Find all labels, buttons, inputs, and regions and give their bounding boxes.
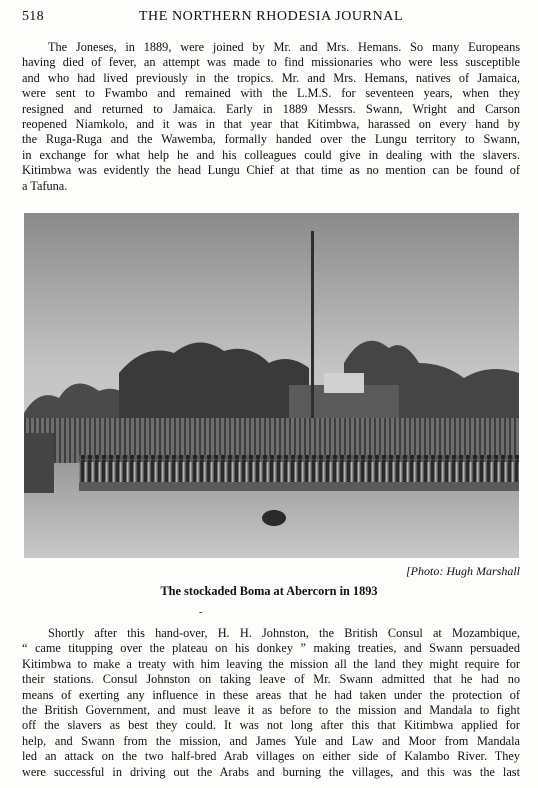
photo-object <box>262 510 286 526</box>
photo-bush-left <box>24 433 54 493</box>
text-line: Shortly after this hand-over, H. H. Johnston, the British Consul at Mozambique, <box>48 626 520 640</box>
paragraph-1 <box>22 40 520 194</box>
stray-mark: - <box>199 607 203 618</box>
photo-credit: [Photo: Hugh Marshall <box>406 564 520 578</box>
text-line: The Joneses, in 1889, were joined by Mr. and Mrs. Hemans. So many Europeans <box>48 40 520 54</box>
text-line: Kitimbwa was evidently the head Lungu Chief at that time as no mention can be found of <box>22 163 520 178</box>
page-header <box>22 9 520 29</box>
text-line: “ came titupping over the plateau on his donkey ” making treaties, and Swann persuaded <box>22 641 520 656</box>
boma-photograph <box>24 213 519 558</box>
photo-crowd <box>79 455 519 491</box>
text-line: their stations. Consul Johnston on taking leave of Mr. Swann admitted that he had no <box>22 672 520 687</box>
text-line: resigned and returned to Jamaica. Early in 1889 Messrs. Swann, Wright and Carson <box>22 101 520 116</box>
text-line: means of exerting any influence in these areas that he had taken under the protection of <box>22 687 520 702</box>
text-line: and who had lived previously in the tropics. Mr. and Mrs. Hemans, natives of Jamaica, <box>22 70 520 85</box>
text-line: off the slavers as best they could. It was not long after this that Kitimbwa applied for <box>22 718 520 733</box>
page-number: 518 <box>22 9 44 24</box>
text-line: led an attack on the two half-bred Arab villages on either side of Kalambo River. They <box>22 749 520 764</box>
text-line: were sent to Fwambo and remained with the L.M.S. for seventeen years, when they <box>22 86 520 101</box>
text-line: help, and Swann from the mission, and James Yule and Law and Moor from Mandala <box>22 733 520 748</box>
text-line: having died of fever, an attempt was made to find missionaries who were less susceptible <box>22 55 520 70</box>
text-line: a Tafuna. <box>22 178 68 193</box>
photo-roof <box>324 373 364 393</box>
paragraph-2 <box>22 626 520 780</box>
text-line: the Ruga-Ruga and the Wawemba, formally handed over the Lungu territory to Swann, <box>22 132 520 147</box>
journal-title: THE NORTHERN RHODESIA JOURNAL <box>138 9 404 24</box>
photo-caption: The stockaded Boma at Abercorn in 1893 <box>160 584 378 598</box>
text-line: in exchange for what help he and his colleagues could give in dealing with the slavers. <box>22 147 520 162</box>
text-line: Kitimbwa to make a treaty with him leaving the mission all the land they might require for <box>22 656 520 671</box>
text-line: reopened Niamkolo, and it was in that year that Kitimbwa, harassed on every hand by <box>22 117 520 132</box>
text-line: were successful in driving out the Arabs and burning the villages, and this was the last <box>22 764 520 779</box>
text-line: the British Government, and must leave it as before to the mission and Mandala to fight <box>22 703 520 718</box>
